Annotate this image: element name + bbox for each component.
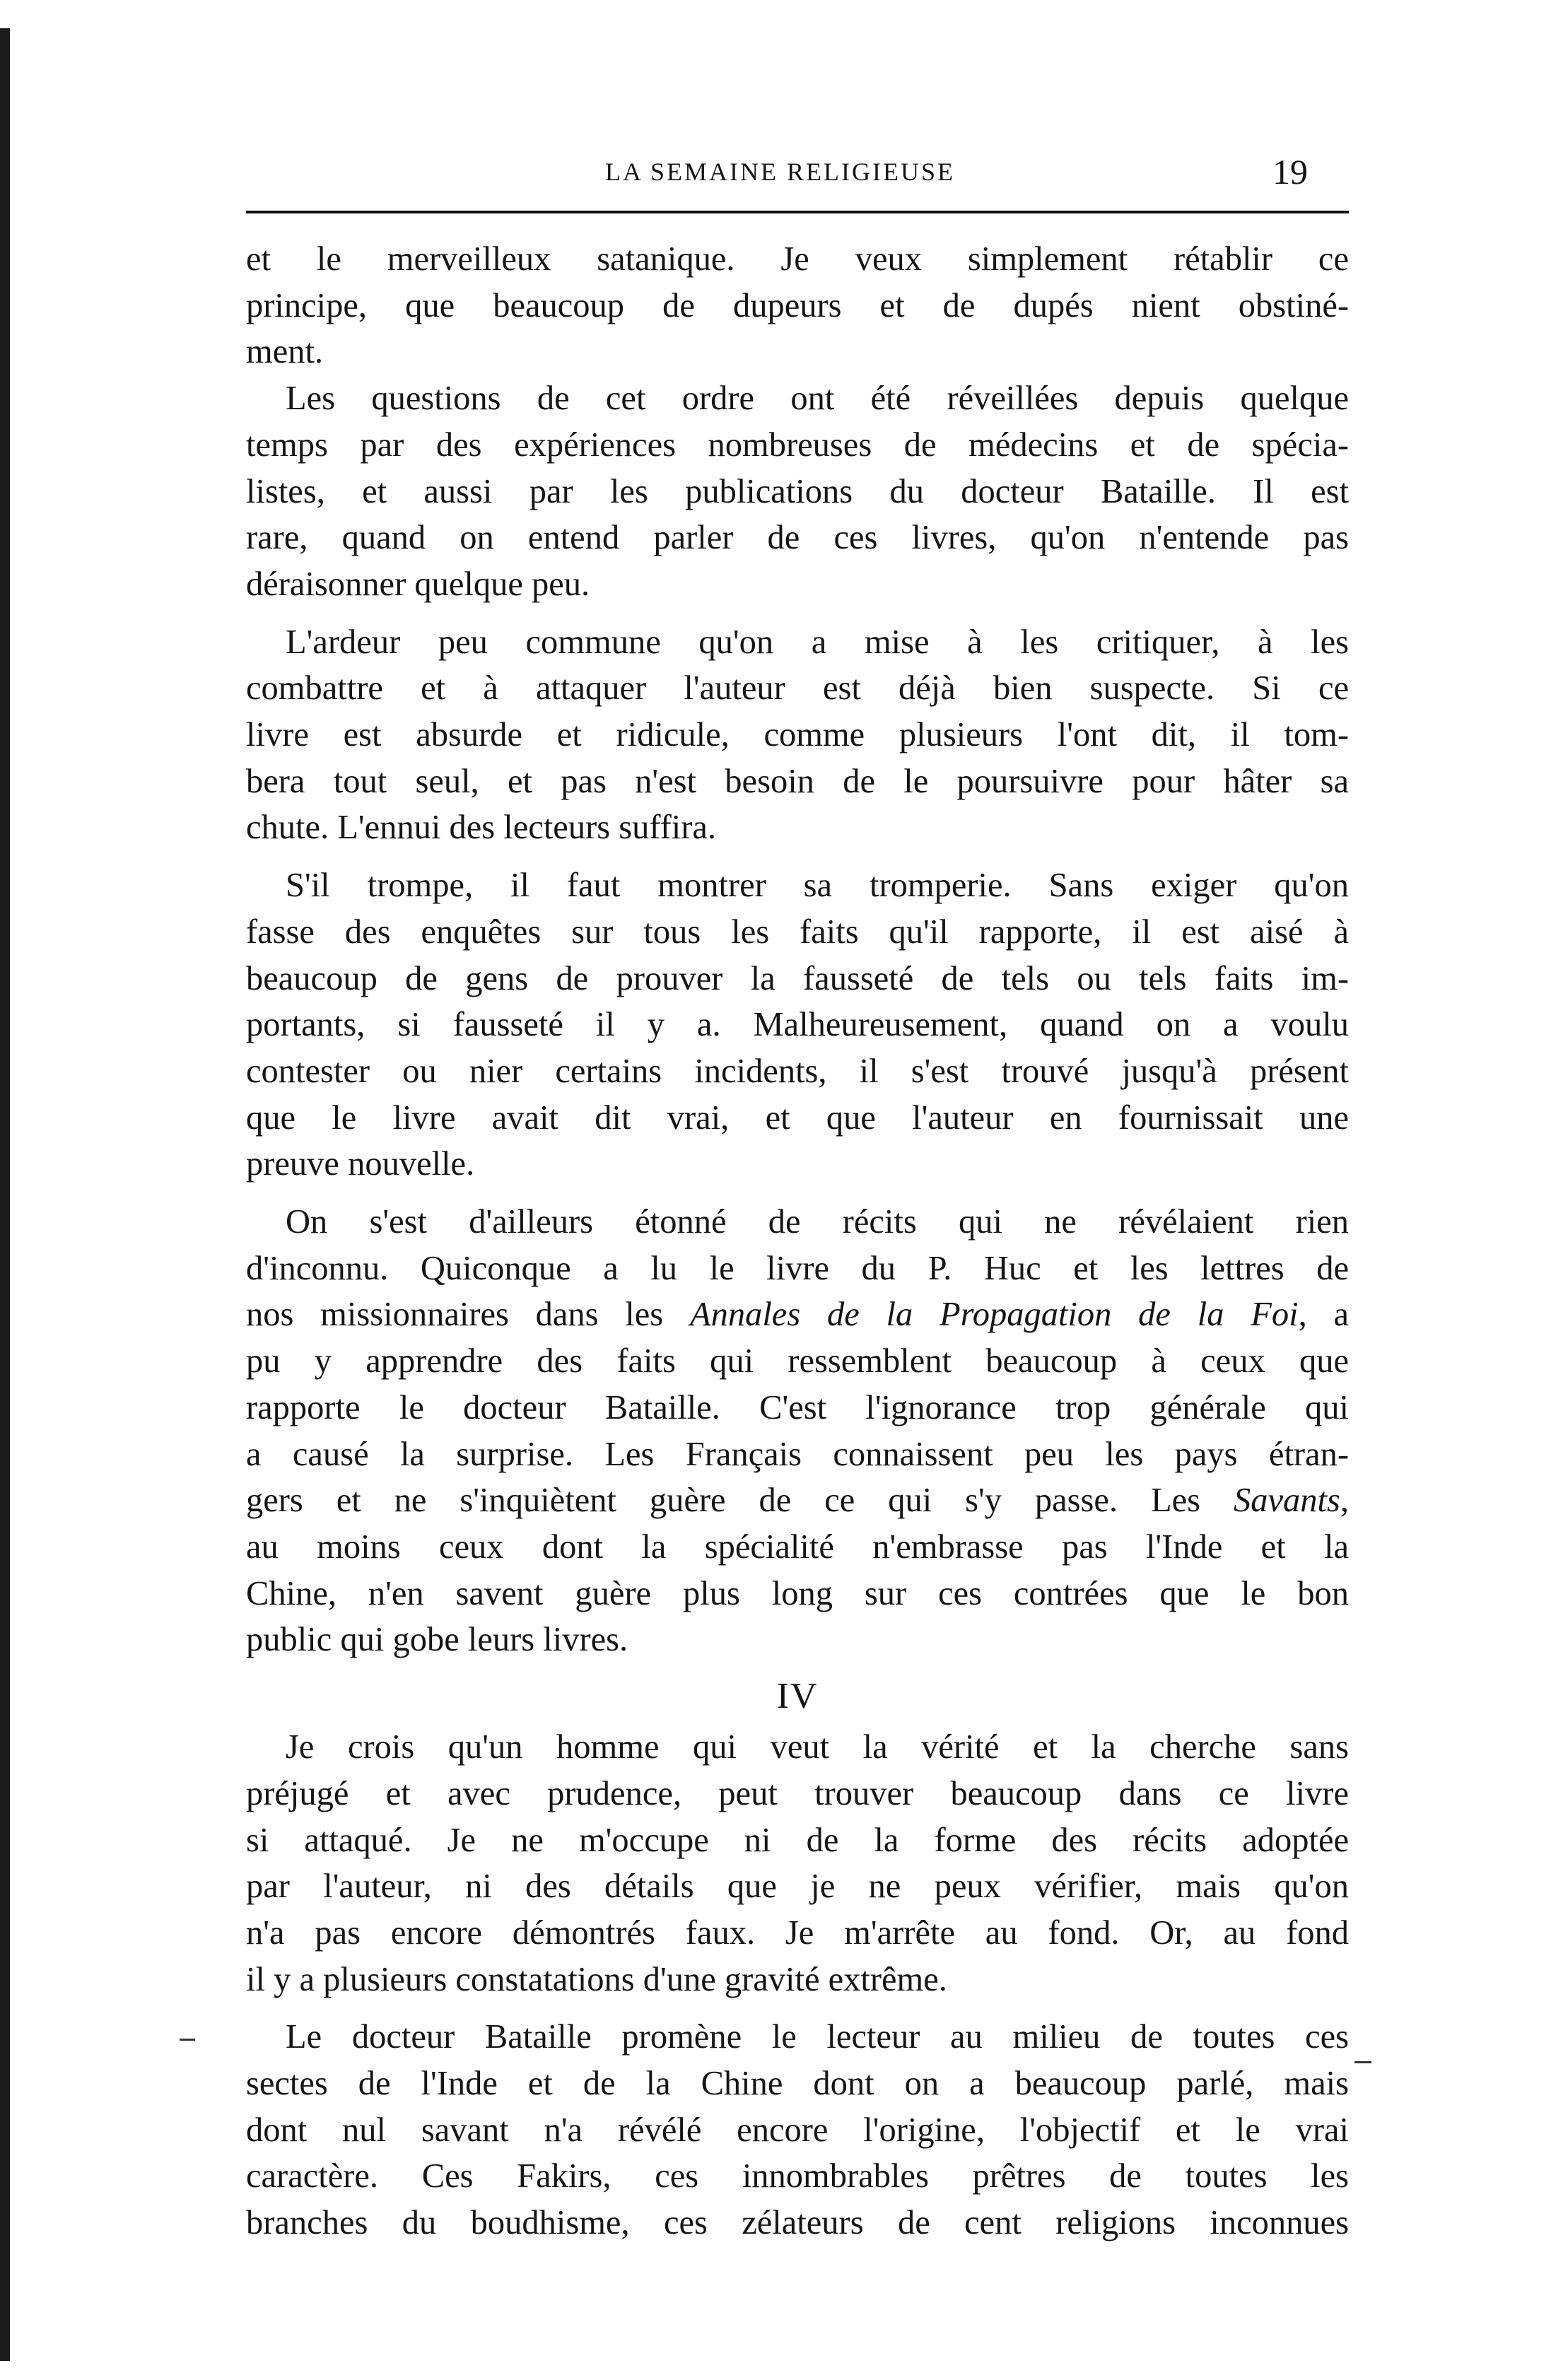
binding-edge-shadow	[0, 28, 10, 2361]
text-line: Le docteur Bataille promène le lecteur au milieu de toutes ces	[286, 2018, 1349, 2056]
paragraph-5	[246, 1199, 1349, 1663]
text-line: On s'est d'ailleurs étonné de récits qui ne révélaient rien	[286, 1203, 1349, 1241]
text-line: public qui gobe leurs livres.	[246, 1621, 628, 1659]
text-line: d'inconnu. Quiconque a lu le livre du P. Huc et les lettres de	[246, 1249, 1349, 1287]
text-line: déraisonner quelque peu.	[246, 565, 590, 603]
text-line: préjugé et avec prudence, peut trouver beaucoup dans ce livre	[246, 1774, 1349, 1812]
text-line: portants, si fausseté il y a. Malheureusement, quand on a voulu	[246, 1006, 1349, 1044]
text-line: preuve nouvelle.	[246, 1145, 475, 1183]
margin-dash-mark	[180, 2039, 195, 2041]
text-line: sectes de l'Inde et de la Chine dont on a beaucoup parlé, mais	[246, 2065, 1349, 2103]
text-line: S'il trompe, il faut montrer sa tromperie. Sans exiger qu'on	[286, 867, 1349, 905]
italic-title: Annales de la Propagation de la Foi	[689, 1296, 1299, 1334]
text-line: principe, que beaucoup de dupeurs et de dupés nient obstiné-	[246, 286, 1349, 324]
text-line: ment.	[246, 333, 324, 371]
page-number: 19	[1272, 152, 1308, 192]
text-line: gers et ne s'inquiètent guère de ce qui s'y passe. Les Savants,	[246, 1482, 1349, 1520]
text-line: rapporte le docteur Bataille. C'est l'ignorance trop générale qui	[246, 1388, 1349, 1426]
paragraph-6	[246, 1724, 1349, 2003]
running-title: LA SEMAINE RELIGIEUSE	[605, 158, 955, 186]
paragraph-3	[246, 619, 1349, 852]
text-line: et le merveilleux satanique. Je veux simplement rétablir ce	[246, 240, 1349, 278]
text-line: rare, quand on entend parler de ces livres, qu'on n'entende pas	[246, 519, 1349, 557]
text-line: pu y apprendre des faits qui ressemblent beaucoup à ceux que	[246, 1342, 1349, 1380]
text-line: a causé la surprise. Les Français connaissent peu les pays étran-	[246, 1435, 1349, 1473]
text-line: il y a plusieurs constatations d'une gravité extrême.	[246, 1960, 947, 1998]
text-line: L'ardeur peu commune qu'on a mise à les critiquer, à les	[286, 623, 1349, 661]
text-line: Chine, n'en savent guère plus long sur ces contrées que le bon	[246, 1574, 1349, 1612]
text-line: livre est absurde et ridicule, comme plusieurs l'ont dit, il tom-	[246, 716, 1349, 754]
text-line: fasse des enquêtes sur tous les faits qu'il rapporte, il est aisé à	[246, 913, 1349, 951]
body-text	[246, 236, 1349, 2246]
text-line: chute. L'ennui des lecteurs suffira.	[246, 809, 717, 847]
text-line: branches du boudhisme, ces zélateurs de cent religions inconnues	[246, 2204, 1349, 2242]
text-line: bera tout seul, et pas n'est besoin de le poursuivre pour hâter sa	[246, 762, 1349, 800]
paragraph-7	[246, 2014, 1349, 2246]
text-line: temps par des expériences nombreuses de médecins et de spécia-	[246, 426, 1349, 464]
paragraph-2	[246, 375, 1349, 608]
paragraph-4	[246, 862, 1349, 1188]
text-line: dont nul savant n'a révélé encore l'origine, l'objectif et le vrai	[246, 2111, 1349, 2149]
text-line: beaucoup de gens de prouver la fausseté de tels ou tels faits im-	[246, 959, 1349, 997]
text-line: que le livre avait dit vrai, et que l'auteur en fournissait une	[246, 1098, 1349, 1137]
paragraph-1	[246, 236, 1349, 375]
page-header	[246, 154, 1349, 197]
text-line: caractère. Ces Fakirs, ces innombrables prêtres de toutes les	[246, 2157, 1349, 2196]
header-rule	[246, 211, 1349, 213]
text-line: contester ou nier certains incidents, il s'est trouvé jusqu'à présent	[246, 1052, 1349, 1090]
text-line: Je crois qu'un homme qui veut la vérité et la cherche sans	[286, 1728, 1349, 1766]
section-heading: IV	[776, 1676, 819, 1717]
margin-dash-mark	[1354, 2061, 1371, 2063]
text-line: Les questions de cet ordre ont été réveillées depuis quelque	[286, 380, 1349, 418]
text-line: n'a pas encore démontrés faux. Je m'arrête au fond. Or, au fond	[246, 1913, 1349, 1952]
text-line: si attaqué. Je ne m'occupe ni de la forme des récits adoptée	[246, 1821, 1349, 1859]
text-line: combattre et à attaquer l'auteur est déjà bien suspecte. Si ce	[246, 669, 1349, 708]
text-line: au moins ceux dont la spécialité n'embrasse pas l'Inde et la	[246, 1528, 1349, 1566]
text-line: nos missionnaires dans les Annales de la Propagation de la Foi, a	[246, 1296, 1349, 1334]
text-line: par l'auteur, ni des détails que je ne peux vérifier, mais qu'on	[246, 1868, 1349, 1906]
italic-title: Savants	[1233, 1482, 1340, 1520]
text-line: listes, et aussi par les publications du docteur Bataille. Il est	[246, 472, 1349, 510]
